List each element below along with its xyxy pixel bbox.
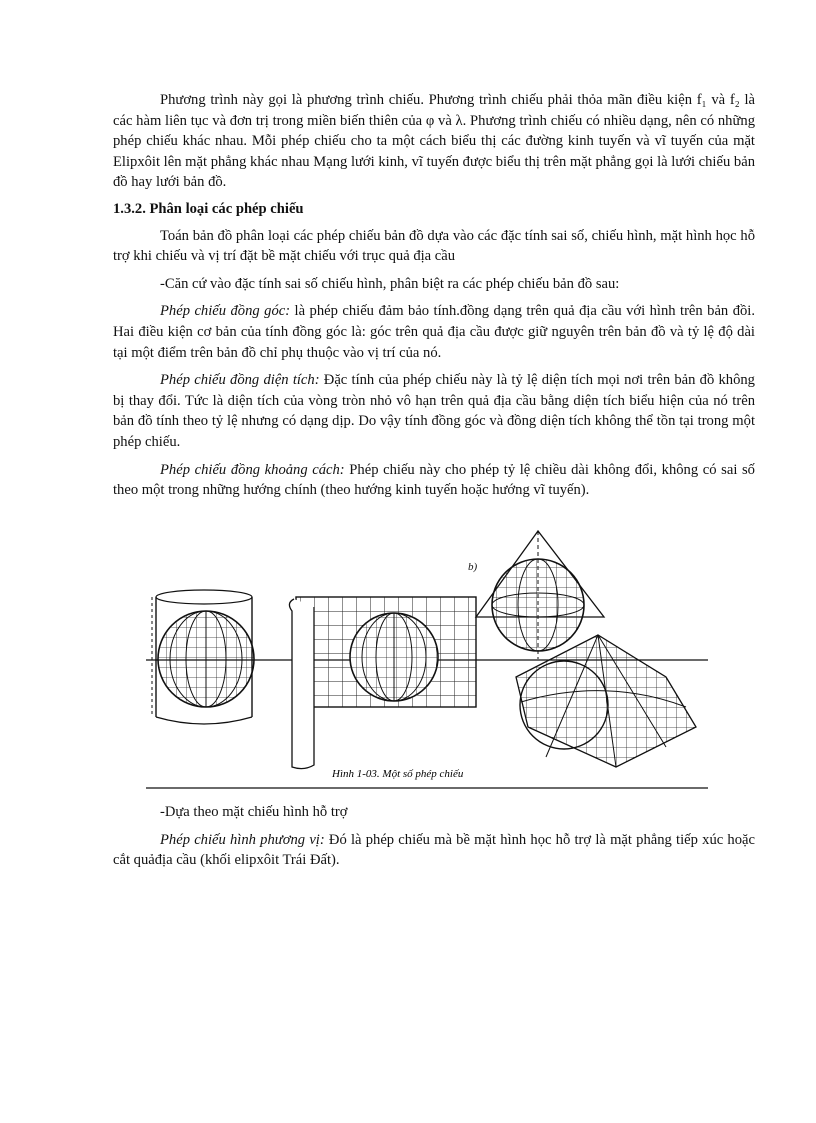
text-block-top	[113, 90, 755, 501]
term-equal-area: Phép chiếu đồng diện tích:	[160, 372, 320, 389]
unrolled-cone-projection	[516, 635, 696, 767]
cylinder-projection	[152, 590, 254, 724]
paragraph-equal-area	[113, 370, 755, 452]
figure-label-b: b)	[468, 561, 478, 573]
figure-caption: Hình 1-03. Một số phép chiếu	[332, 768, 464, 780]
body-azimuthal: Đó là phép chiếu mà bề mặt hình học hỗ trợ là mặt phẳng tiếp xúc hoặc cắt quảđịa cầu (khối elipxôit Trái Đất).	[113, 831, 755, 869]
paragraph-classification: Toán bản đồ phân loại các phép chiếu bản đồ dựa vào các đặc tính sai số, chiếu hình, mặt hình học hỗ trợ khi chiếu và vị trí đặt bề mặt chiếu với trục quả địa cầu	[113, 227, 755, 265]
text-block-bottom	[113, 802, 755, 871]
term-azimuthal: Phép chiếu hình phương vị:	[160, 831, 325, 848]
flat-map-projection	[289, 597, 476, 769]
projection-illustration	[146, 527, 708, 789]
term-conformal: Phép chiếu đồng góc:	[160, 303, 291, 320]
body-equidistant: Phép chiếu này cho phép tỷ lệ chiều dài không đổi, không có sai số theo một trong những hướng chính (theo hướng kinh tuyến hoặc hướng vĩ tuyến).	[113, 461, 755, 499]
paragraph-support-surface: -Dựa theo mặt chiếu hình hỗ trợ	[160, 804, 348, 820]
projection-figure	[146, 527, 708, 789]
term-equidistant: Phép chiếu đồng khoảng cách:	[160, 461, 345, 478]
paragraph-equidistant	[113, 460, 755, 501]
body-equal-area: Đặc tính của phép chiếu này là tỷ lệ diện tích mọi nơi trên bản đồ không bị thay đổi. Tức là diện tích của vòng tròn nhỏ vô hạn trên quả địa cầu bằng diện tích biểu hiện của nó trên bản đồ tính theo tỷ lệ nhưng có dạng dịp. Do vậy tính đồng góc và đồng diện tích không thể tồn tại trong một phép chiếu.	[113, 372, 755, 450]
section-heading: 1.3.2. Phân loại các phép chiếu	[113, 200, 304, 217]
body-conformal: là phép chiếu đảm bảo tính.đồng dạng trên quả địa cầu với hình trên bản đồi. Hai điều kiện cơ bản của tính đồng góc là: góc trên quả địa cầu được giữ nguyên trên bản đồ và tỷ lệ độ dài tại một điểm trên bản đồ chỉ phụ thuộc vào vị trí của nó.	[113, 303, 755, 361]
paragraph-conformal	[113, 301, 755, 363]
paragraph-error-basis: -Căn cứ vào đặc tính sai số chiếu hình, phân biệt ra các phép chiếu bản đồ sau:	[160, 275, 620, 292]
paragraph-azimuthal	[113, 830, 755, 871]
cone-projection	[468, 531, 604, 659]
paragraph-intro: Phương trình này gọi là phương trình chiếu. Phương trình chiếu phải thỏa mãn điều kiện f₁ và f₂ là các hàm liên tục và đơn trị trong miền biến thiên của φ và λ. Phương trình chiếu có nhiều dạng, nên có những phép chiếu khác nhau. Mỗi phép chiếu cho ta một cách biểu thị các đường kinh tuyến và vĩ tuyến của mặt Elipxôit lên mặt phẳng khác nhau Mạng lưới kinh, vĩ tuyến được biểu thị trên mặt phẳng gọi là lưới chiếu bản đồ hay lưới bản đồ.	[113, 92, 755, 191]
